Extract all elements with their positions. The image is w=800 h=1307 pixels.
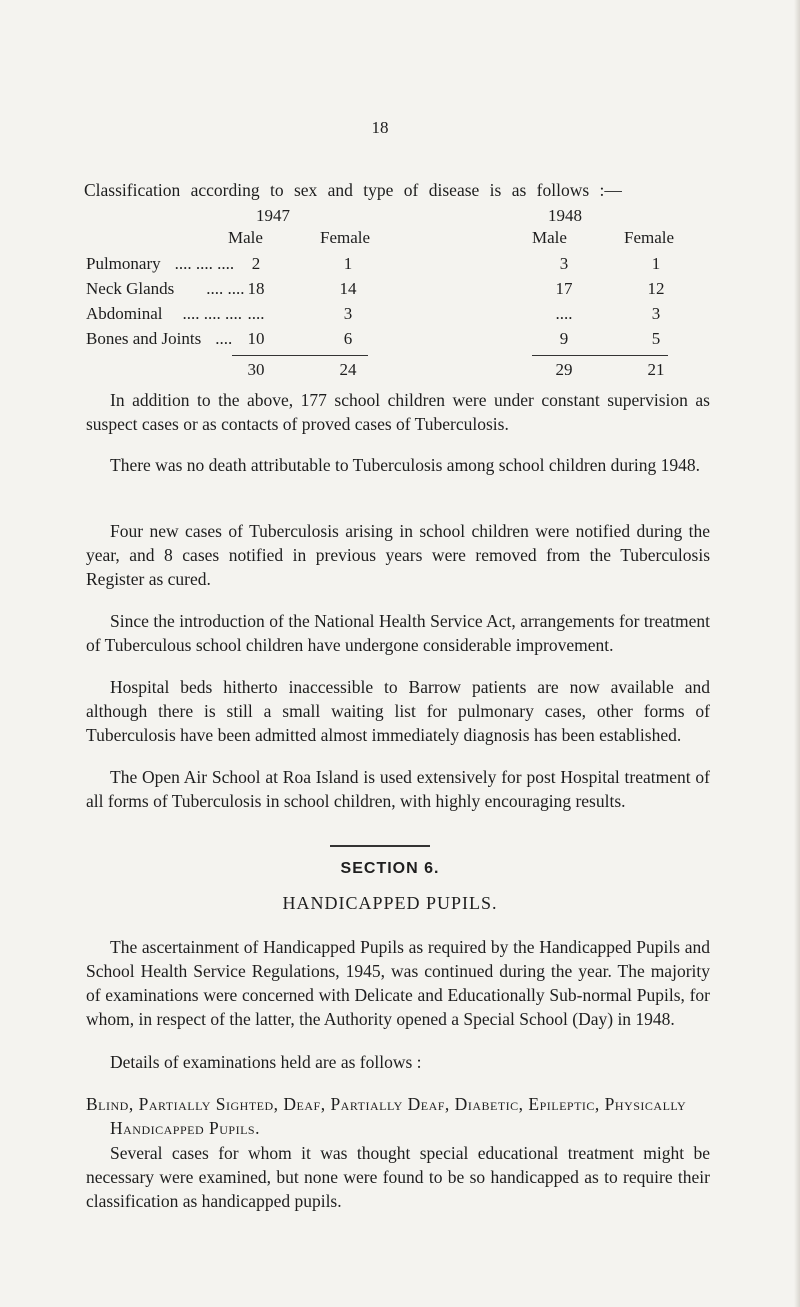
col-header-1947-female: Female — [320, 228, 371, 247]
row-label-abdominal: Abdominal .... .... .... — [86, 304, 242, 323]
handicap-categories: Blind, Partially Sighted, Deaf, Partially Deaf, Diabetic, Epileptic, Physically Handicapped Pupils. — [86, 1094, 687, 1138]
cell-neck-glands-1948-male: 17 — [555, 279, 573, 298]
col-header-1947-male: Male — [228, 228, 263, 247]
col-header-1948-female: Female — [624, 228, 675, 247]
paragraph-open-air-school: The Open Air School at Roa Island is used extensively for post Hospital treatment of all forms of Tuberculosis in school children, with highly encouraging results. — [86, 767, 710, 811]
cell-pulmonary-1948-female: 1 — [651, 254, 661, 273]
paragraph-supervision: In addition to the above, 177 school children were under constant supervision as suspect cases or as contacts of proved cases of Tuberculosis. — [86, 390, 710, 434]
paragraph-no-death: There was no death attributable to Tuberculosis among school children during 1948. — [110, 455, 701, 475]
paragraph-details-intro: Details of examinations held are as follows : — [110, 1052, 422, 1072]
page-edge-shadow — [794, 0, 800, 1307]
total-1948-male: 29 — [555, 360, 573, 379]
cell-bones-1947-male: 10 — [247, 329, 265, 348]
section-subheading: HANDICAPPED PUPILS. — [282, 893, 498, 913]
col-header-1948-male: Male — [532, 228, 567, 247]
cell-abdominal-1948-male: .... — [555, 304, 573, 323]
paragraph-new-cases: Four new cases of Tuberculosis arising in school children were notified during the year, and 8 cases notified in previous years were removed from the Tuberculosis Register as cured. — [86, 521, 710, 589]
cell-bones-1947-female: 6 — [343, 329, 353, 348]
paragraph-hospital-beds: Hospital beds hitherto inaccessible to Barrow patients are now available and although there is still a small waiting list for pulmonary cases, other forms of Tuberculosis have been admitted almost immediately diagnosis has been established. — [86, 677, 710, 745]
cell-neck-glands-1947-female: 14 — [339, 279, 357, 298]
cell-bones-1948-male: 9 — [559, 329, 569, 348]
year-header-1948: 1948 — [548, 206, 582, 225]
leader-dots: .... — [215, 329, 233, 348]
leader-dots: .... .... — [206, 279, 245, 298]
leader-dots: .... .... .... — [174, 254, 235, 273]
row-label-bones-and-joints: Bones and Joints .... — [86, 329, 233, 348]
cell-neck-glands-1947-male: 18 — [247, 279, 265, 298]
cell-pulmonary-1948-male: 3 — [559, 254, 569, 273]
cell-abdominal-1947-female: 3 — [343, 304, 353, 323]
paragraph-ascertainment: The ascertainment of Handicapped Pupils as required by the Handicapped Pupils and School Health Service Regulations, 1945, was continued during the year. The majority of examinations were concerned with Delicate and Educationally Sub-normal Pupils, for whom, in respect of the latter, the Authority opened a Special School (Day) in 1948. — [86, 937, 710, 1029]
total-1947-female: 24 — [339, 360, 357, 379]
paragraph-several-cases: Several cases for whom it was thought special educational treatment might be necessary were examined, but none were found to be so handicapped as to require their classification as handicapped pupils. — [86, 1143, 710, 1211]
total-rule-1947 — [232, 355, 368, 356]
total-1947-male: 30 — [247, 360, 265, 379]
classification-intro: Classification according to sex and type of disease is as follows :— — [84, 180, 622, 200]
cell-abdominal-1948-female: 3 — [651, 304, 661, 323]
cell-bones-1948-female: 5 — [651, 329, 661, 348]
paragraph-nhs-act: Since the introduction of the National Health Service Act, arrangements for treatment of Tuberculous school children have undergone considerable improvement. — [86, 611, 710, 655]
total-1948-female: 21 — [647, 360, 665, 379]
total-rule-1948 — [532, 355, 668, 356]
year-header-1947: 1947 — [256, 206, 290, 225]
leader-dots: .... .... .... — [182, 304, 242, 323]
cell-abdominal-1947-male: .... — [247, 304, 265, 323]
cell-pulmonary-1947-male: 2 — [251, 254, 261, 273]
section-heading: SECTION 6. — [340, 860, 440, 877]
row-label-pulmonary: Pulmonary .... .... .... — [86, 254, 235, 273]
cell-pulmonary-1947-female: 1 — [343, 254, 353, 273]
page-number: 18 — [371, 118, 389, 137]
row-label-neck-glands: Neck Glands .... .... — [86, 279, 245, 298]
cell-neck-glands-1948-female: 12 — [647, 279, 665, 298]
section-separator — [330, 845, 430, 847]
